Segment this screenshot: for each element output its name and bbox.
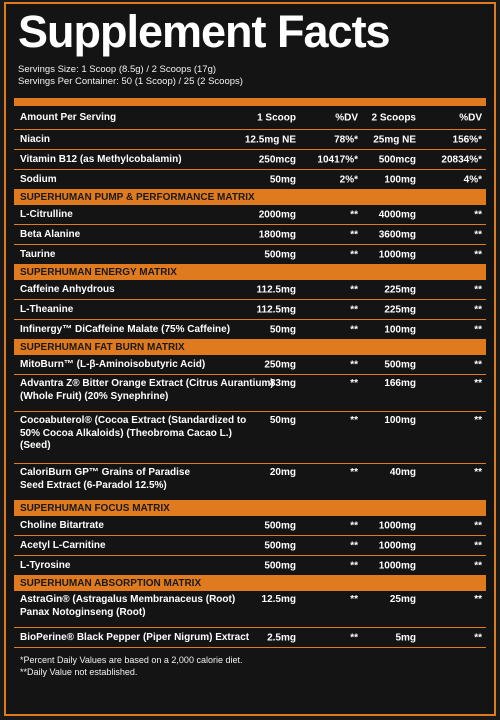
amount-2-scoops: 500mcg (378, 154, 416, 165)
ingredient-name: CaloriBurn GP™ Grains of Paradise Seed Extract (6-Paradol 12.5%) (20, 467, 191, 491)
ingredient-name: MitoBurn™ (L-β-Aminoisobutyric Acid) (20, 358, 206, 370)
ingredient-name: L-Tyrosine (20, 559, 71, 571)
dv-1-scoop: ** (350, 632, 358, 643)
dv-1-scoop: 78%* (334, 134, 358, 145)
dv-2-scoops: 156%* (452, 134, 482, 145)
amount-2-scoops: 1000mg (378, 560, 416, 571)
dv-1-scoop: ** (350, 284, 358, 295)
dv-1-scoop: 10417%* (317, 154, 358, 165)
amount-2-scoops: 166mg (384, 378, 416, 389)
dv-2-scoops: ** (474, 594, 482, 605)
footnotes (6, 648, 494, 678)
table-row (14, 375, 486, 412)
table-row (14, 245, 486, 265)
table-row (14, 300, 486, 320)
dv-1-scoop: ** (350, 520, 358, 531)
dv-2-scoops: ** (474, 520, 482, 531)
dv-1-scoop: ** (350, 594, 358, 605)
dv-2-scoops: ** (474, 632, 482, 643)
amount-2-scoops: 100mg (384, 324, 416, 335)
amount-2-scoops: 1000mg (378, 540, 416, 551)
ingredient-name: Acetyl L-Carnitine (20, 539, 106, 551)
dv-1-scoop: ** (350, 304, 358, 315)
amount-1-scoop: 12.5mg NE (244, 134, 296, 145)
footnote-not-established: **Daily Value not established. (20, 667, 138, 677)
table-row (14, 516, 486, 536)
ingredient-name: Taurine (20, 248, 56, 260)
ingredient-name: AstraGin® (Astragalus Membranaceus (Root) Panax Notoginseng (Root) (20, 594, 236, 618)
table-row (14, 536, 486, 556)
dv-2-scoops: 20834%* (441, 154, 482, 165)
page-title: Supplement Facts (18, 6, 390, 57)
dv-1-scoop: ** (350, 378, 358, 389)
amount-2-scoops: 100mg (384, 174, 416, 185)
dv-2-scoops: ** (474, 359, 482, 370)
header-amount-per-serving: Amount Per Serving (20, 111, 117, 123)
table-row (14, 556, 486, 576)
ingredient-name: Niacin (20, 133, 51, 145)
table-row (14, 225, 486, 245)
amount-1-scoop: 250mg (264, 359, 296, 370)
dv-2-scoops: ** (474, 324, 482, 335)
supplement-facts-panel (4, 2, 496, 716)
dv-2-scoops: ** (474, 304, 482, 315)
amount-1-scoop: 500mg (264, 540, 296, 551)
ingredient-name: Cocoabuterol® (Cocoa Extract (Standardized to 50% Cocoa Alkaloids) (Theobroma Cacao L.) (Seed) (20, 415, 247, 451)
dv-1-scoop: 2%* (339, 174, 358, 185)
amount-1-scoop: 500mg (264, 520, 296, 531)
dv-2-scoops: ** (474, 415, 482, 426)
amount-2-scoops: 225mg (384, 304, 416, 315)
header-2-scoops: 2 Scoops (371, 112, 416, 123)
ingredient-name: Advantra Z® Bitter Orange Extract (Citrus Aurantium) (Whole Fruit) (20% Synephrine) (20, 378, 274, 402)
amount-1-scoop: 500mg (264, 560, 296, 571)
footnote-dv: *Percent Daily Values are based on a 2,000 calorie diet. (20, 655, 243, 665)
serving-info (6, 62, 494, 98)
amount-2-scoops: 25mg NE (373, 134, 416, 145)
ingredient-name: BioPerine® Black Pepper (Piper Nigrum) Extract (20, 631, 250, 643)
dv-2-scoops: ** (474, 209, 482, 220)
amount-1-scoop: 2000mg (258, 209, 296, 220)
amount-1-scoop: 2.5mg (267, 632, 296, 643)
ingredient-name: Beta Alanine (20, 228, 81, 240)
table-row (14, 355, 486, 375)
amount-1-scoop: 50mg (269, 174, 296, 185)
dv-2-scoops: ** (474, 249, 482, 260)
dv-2-scoops: ** (474, 284, 482, 295)
header-dv-2: %DV (459, 112, 482, 123)
table-body (6, 130, 494, 648)
table-row (14, 280, 486, 300)
section-header: SUPERHUMAN ABSORPTION MATRIX (14, 576, 486, 591)
servings-per-container: Servings Per Container: 50 (1 Scoop) / 25 (2 Scoops) (18, 75, 243, 87)
section-header: SUPERHUMAN FAT BURN MATRIX (14, 340, 486, 355)
amount-1-scoop: 12.5mg (261, 594, 296, 605)
table-row (14, 628, 486, 648)
dv-1-scoop: ** (350, 359, 358, 370)
ingredient-name: Choline Bitartrate (20, 519, 104, 531)
dv-2-scoops: ** (474, 229, 482, 240)
amount-1-scoop: 112.5mg (256, 284, 296, 295)
table-row (14, 320, 486, 340)
table-row (14, 170, 486, 190)
ingredient-name: Vitamin B12 (as Methylcobalamin) (20, 153, 182, 165)
header-dv-1: %DV (335, 112, 358, 123)
dv-2-scoops: ** (474, 560, 482, 571)
table-row (14, 205, 486, 225)
amount-1-scoop: 1800mg (258, 229, 296, 240)
table-header (14, 106, 486, 130)
section-header: SUPERHUMAN PUMP & PERFORMANCE MATRIX (14, 190, 486, 205)
ingredient-name: L-Theanine (20, 303, 74, 315)
ingredient-name: Sodium (20, 173, 57, 185)
amount-2-scoops: 1000mg (378, 520, 416, 531)
table-row (14, 591, 486, 628)
table-row (14, 412, 486, 464)
dv-1-scoop: ** (350, 229, 358, 240)
amount-2-scoops: 3600mg (378, 229, 416, 240)
dv-2-scoops: ** (474, 467, 482, 478)
amount-2-scoops: 25mg (389, 594, 416, 605)
dv-1-scoop: ** (350, 540, 358, 551)
amount-1-scoop: 112.5mg (256, 304, 296, 315)
table-row (14, 464, 486, 501)
serving-size: Servings Size: 1 Scoop (8.5g) / 2 Scoops (17g) (18, 64, 217, 75)
amount-1-scoop: 500mg (264, 249, 296, 260)
dv-1-scoop: ** (350, 467, 358, 478)
header-1-scoop: 1 Scoop (257, 112, 296, 123)
dv-2-scoops: ** (474, 378, 482, 389)
amount-1-scoop: 50mg (269, 415, 296, 426)
amount-2-scoops: 4000mg (378, 209, 416, 220)
amount-2-scoops: 1000mg (378, 249, 416, 260)
thick-divider (14, 98, 486, 106)
amount-1-scoop: 250mcg (258, 154, 296, 165)
dv-1-scoop: ** (350, 209, 358, 220)
amount-1-scoop: 20mg (269, 467, 296, 478)
table-row (14, 130, 486, 150)
ingredient-name: L-Citrulline (20, 208, 73, 220)
amount-2-scoops: 5mg (395, 632, 416, 643)
amount-2-scoops: 40mg (389, 467, 416, 478)
ingredient-name: Caffeine Anhydrous (20, 283, 115, 295)
dv-1-scoop: ** (350, 249, 358, 260)
amount-1-scoop: 50mg (269, 324, 296, 335)
table-row (14, 150, 486, 170)
section-header: SUPERHUMAN FOCUS MATRIX (14, 501, 486, 516)
amount-2-scoops: 500mg (384, 359, 416, 370)
dv-1-scoop: ** (350, 415, 358, 426)
ingredient-name: Infinergy™ DiCaffeine Malate (75% Caffeine) (20, 323, 231, 335)
dv-2-scoops: 4%* (463, 174, 482, 185)
amount-2-scoops: 225mg (384, 284, 416, 295)
amount-2-scoops: 100mg (384, 415, 416, 426)
dv-1-scoop: ** (350, 560, 358, 571)
section-header: SUPERHUMAN ENERGY MATRIX (14, 265, 486, 280)
dv-1-scoop: ** (350, 324, 358, 335)
amount-1-scoop: 83mg (269, 378, 296, 389)
dv-2-scoops: ** (474, 540, 482, 551)
